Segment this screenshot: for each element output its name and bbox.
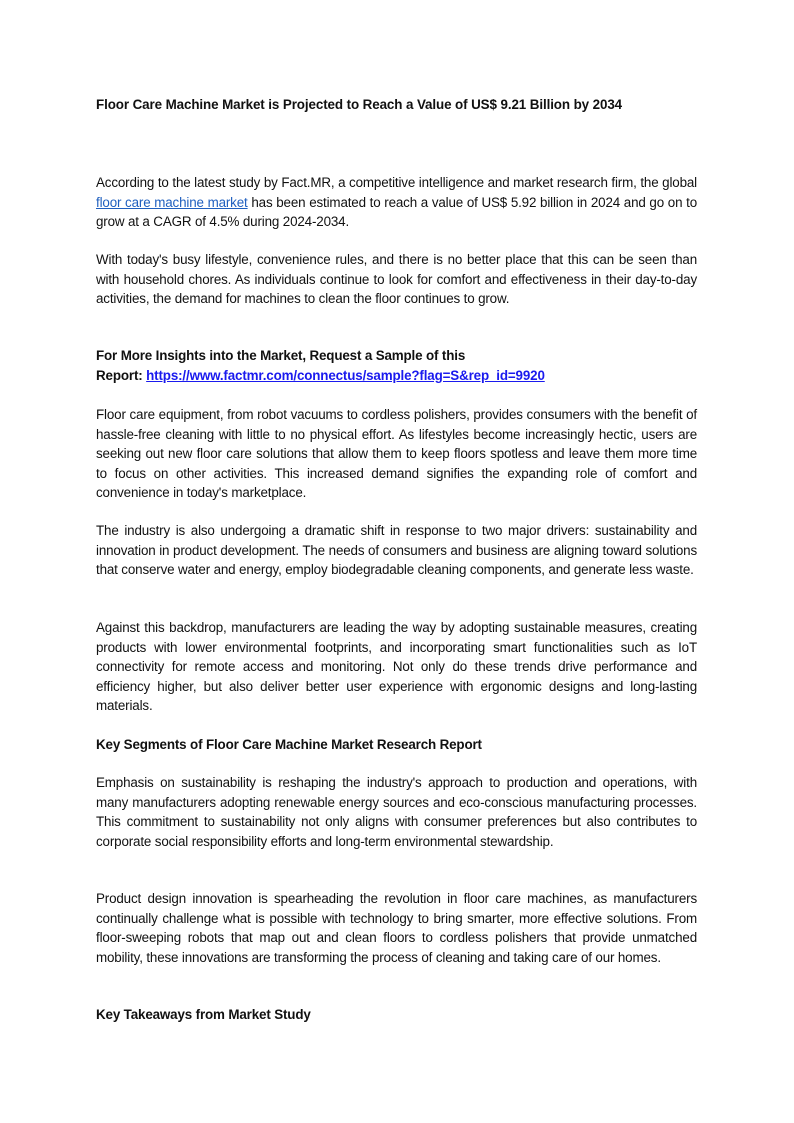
intro-text-after: has been estimated to reach a value of US$ 5.92 billion in 2024 and go on to grow at a CAGR of 4.5% during 2024-2034.	[96, 194, 697, 230]
key-segments-heading: Key Segments of Floor Care Machine Market Research Report	[96, 737, 482, 752]
page-title: Floor Care Machine Market is Projected to Reach a Value of US$ 9.21 Billion by 2034	[96, 97, 623, 112]
sample-report-link[interactable]: https://www.factmr.com/connectus/sample?flag=S&rep_id=9920	[146, 367, 545, 383]
innovation-paragraph: Product design innovation is spearheading the revolution in floor care machines, as manufacturers continually challenge what is possible with technology to bring smarter, more effective solutions. From floor-sweeping robots that map out and clean floors to cordless polishers that provide unmatched mobility, these innovations are transforming the process of cleaning and taking care of our homes.	[96, 891, 697, 965]
sample-request-cta	[96, 346, 697, 385]
cta-line: For More Insights into the Market, Request a Sample of this	[96, 348, 466, 363]
key-takeaways-heading: Key Takeaways from Market Study	[96, 1007, 311, 1022]
floor-care-market-link[interactable]: floor care machine market	[96, 194, 248, 210]
equipment-paragraph: Floor care equipment, from robot vacuums to cordless polishers, provides consumers with the benefit of hassle-free cleaning with little to no physical effort. As lifestyles become increasingly hectic, users are seeking out new floor care solutions that allow them to keep floors spotless and leave them more time to focus on other activities. This increased demand signifies the expanding role of comfort and convenience in today's marketplace.	[96, 407, 697, 501]
industry-shift-paragraph: The industry is also undergoing a dramatic shift in response to two major drivers: sustainability and innovation in product development. The needs of consumers and business are aligning toward solutions that conserve water and energy, employ biodegradable cleaning components, and generate less waste.	[96, 523, 697, 578]
manufacturers-paragraph: Against this backdrop, manufacturers are leading the way by adopting sustainable measures, creating products with lower environmental footprints, and incorporating smart functionalities such as IoT connectivity for remote access and monitoring. Not only do these trends drive performance and efficiency higher, but also deliver better user experience with ergonomic designs and long-lasting materials.	[96, 620, 697, 714]
intro-text-before: According to the latest study by Fact.MR, a competitive intelligence and market research firm, the global	[96, 175, 697, 190]
intro-paragraph	[96, 173, 697, 232]
sustainability-paragraph: Emphasis on sustainability is reshaping the industry's approach to production and operations, with many manufacturers adopting renewable energy sources and eco-conscious manufacturing processes. This commitment to sustainability not only aligns with consumer preferences but also contributes to corporate social responsibility efforts and long-term environmental stewardship.	[96, 775, 697, 849]
lifestyle-paragraph: With today's busy lifestyle, convenience rules, and there is no better place that this can be seen than with household chores. As individuals continue to look for comfort and effectiveness in their day-to-day activities, the demand for machines to clean the floor continues to grow.	[96, 252, 697, 307]
cta-label: Report:	[96, 367, 147, 383]
